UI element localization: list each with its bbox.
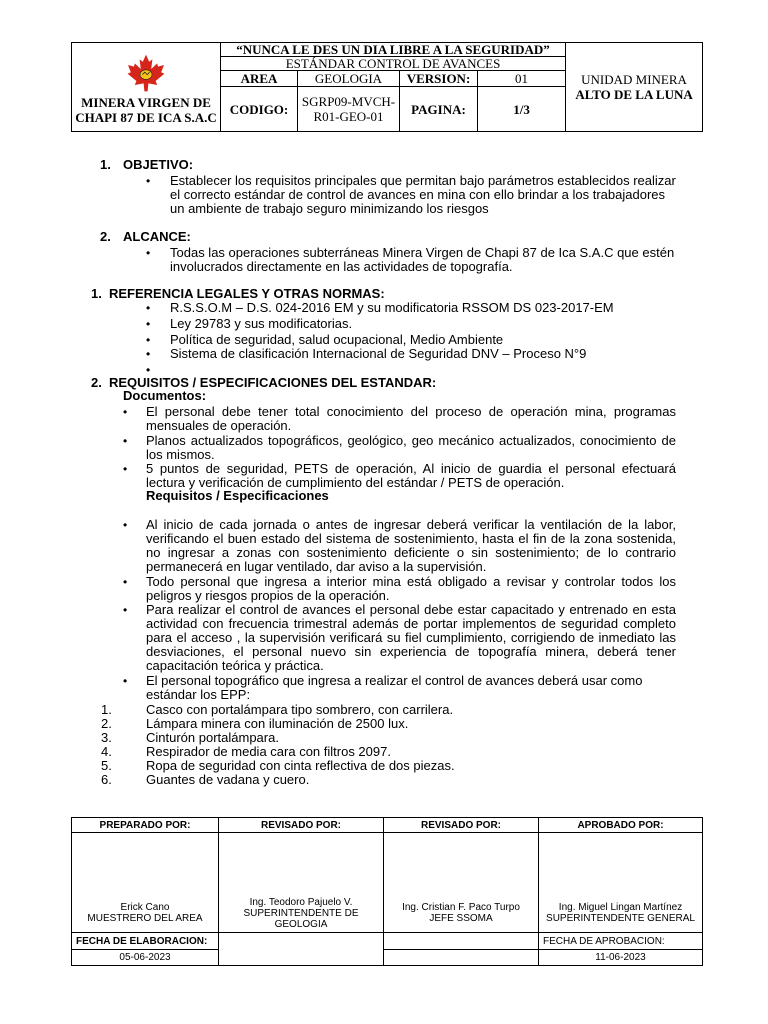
epp-number: 5. <box>101 758 112 773</box>
especificacion-item: Todo personal que ingresa a interior mina está obligado a revisar y controlar todos los peligros y riesgos propios de la operación. <box>146 574 676 603</box>
epp-item: Respirador de media cara con filtros 2097. <box>146 744 391 759</box>
doc-title: ESTÁNDAR CONTROL DE AVANCES <box>221 57 566 71</box>
bullet-icon: • <box>146 246 151 260</box>
document-header <box>71 42 703 132</box>
especificacion-item: El personal topográfico que ingresa a realizar el control de avances deberá usar como estándar los EPP: <box>146 673 643 702</box>
revisado1-role: SUPERINTENDENTE DE GEOLOGIA <box>243 908 359 930</box>
section-objetivo-title: OBJETIVO: <box>123 157 194 172</box>
revisado2-label: REVISADO POR: <box>384 818 539 833</box>
bullet-icon: • <box>146 174 151 188</box>
area-label: AREA <box>221 71 298 87</box>
epp-item: Guantes de vadana y cuero. <box>146 772 310 787</box>
aprobado-name: Ing. Miguel Lingan Martínez <box>558 902 683 913</box>
epp-number: 3. <box>101 730 112 745</box>
bullet-icon: • <box>123 575 128 589</box>
bullet-icon: • <box>123 462 128 476</box>
alcance-text: Todas las operaciones subterráneas Minera Virgen de Chapi 87 de Ica S.A.C que estén involucrados directamente en las actividades de topografía. <box>170 245 675 274</box>
section-alcance-title: ALCANCE: <box>123 229 191 244</box>
codigo-value: SGRP09-MVCH-R01-GEO-01 <box>298 87 400 132</box>
bullet-icon: • <box>146 301 151 315</box>
bullet-icon: • <box>123 518 128 532</box>
preparado-role: MUESTRERO DEL AREA <box>87 913 203 924</box>
revisado2-signature <box>384 833 539 933</box>
section-objetivo-number: 1. <box>100 157 111 172</box>
documentos-heading: Documentos: <box>123 388 207 403</box>
empty-cell <box>219 933 384 966</box>
preparado-name: Erick Cano <box>120 902 170 913</box>
bullet-icon: • <box>123 434 128 448</box>
signature-table <box>71 817 703 966</box>
epp-number: 2. <box>101 716 112 731</box>
aprobado-signature <box>539 833 703 933</box>
aprobado-role: SUPERINTENDENTE GENERAL <box>546 913 695 924</box>
epp-number: 1. <box>101 702 112 717</box>
documentos-item: 5 puntos de seguridad, PETS de operación, Al inicio de guardia el personal efectuará lectura y verificación de cumplimiento del estándar / PETS de operación. <box>146 461 676 490</box>
revisado1-label: REVISADO POR: <box>219 818 384 833</box>
pagina-value: 1/3 <box>478 87 566 132</box>
fecha-aprobacion-value: 11-06-2023 <box>539 950 703 966</box>
unit-cell <box>566 43 703 132</box>
especificaciones-heading: Requisitos / Especificaciones <box>146 488 329 503</box>
codigo-label: CODIGO: <box>221 87 298 132</box>
area-value: GEOLOGIA <box>298 71 400 87</box>
especificacion-item: Al inicio de cada jornada o antes de ingresar deberá verificar la ventilación de la labor, verificando el buen estado del sistema de sostenimiento, hasta el fin de la zona sostenida, no ingresar a zonas con sostenimiento deficiente o sin sostenimiento; de lo contrario permanecerá en lugar ventilado, dar aviso a la supervisión. <box>146 517 676 574</box>
aprobado-label: APROBADO POR: <box>539 818 703 833</box>
empty-cell <box>384 933 539 950</box>
documentos-item: Planos actualizados topográficos, geológico, geo mecánico actualizados, conocimiento de los mismos. <box>146 433 676 462</box>
documentos-item: El personal debe tener total conocimiento del proceso de operación mina, programas mensuales de operación. <box>146 404 676 433</box>
revisado2-role: JEFE SSOMA <box>429 913 493 924</box>
preparado-label: PREPARADO POR: <box>72 818 219 833</box>
section-alcance-number: 2. <box>100 229 111 244</box>
epp-item: Ropa de seguridad con cinta reflectiva de dos piezas. <box>146 758 455 773</box>
especificacion-item: Para realizar el control de avances el personal debe estar capacitado y entrenado en esta actividad con frecuencia trimestral además de portar implementos de seguridad completo para el acceso , la supervisión verificará su fiel cumplimiento, corrigiendo de inmediato las desviaciones, el personal nuevo sin experiencia de topografía minera, deberá tener capacitación teórica y práctica. <box>146 602 676 673</box>
bullet-icon: • <box>146 363 151 377</box>
objetivo-text: Establecer los requisitos principales que permitan bajo parámetros establecidos realizar el correcto estándar de control de avances en mina con ello brindar a los trabajadores un ambiente de trabajo seguro minimizando los riesgos <box>170 173 676 216</box>
epp-item: Casco con portalámpara tipo sombrero, con carrilera. <box>146 702 454 717</box>
revisado2-name: Ing. Cristian F. Paco Turpo <box>402 902 520 913</box>
referencia-item: Ley 29783 y sus modificatorias. <box>170 316 353 331</box>
revisado1-signature <box>219 833 384 933</box>
preparado-signature <box>72 833 219 933</box>
bullet-icon: • <box>123 603 128 617</box>
fecha-aprobacion-label: FECHA DE APROBACION: <box>539 933 703 950</box>
referencia-item: R.S.S.O.M – D.S. 024-2016 EM y su modificatoria RSSOM DS 023-2017-EM <box>170 300 614 315</box>
revisado1-name: Ing. Teodoro Pajuelo V. <box>249 897 353 908</box>
version-label: VERSION: <box>400 71 478 87</box>
version-value: 01 <box>478 71 566 87</box>
company-name: MINERA VIRGEN DE CHAPI 87 DE ICA S.A.C <box>75 95 217 125</box>
bullet-icon: • <box>146 333 151 347</box>
unit-name: ALTO DE LA LUNA <box>575 87 693 102</box>
section-requisitos-number: 2. <box>91 375 102 390</box>
maple-leaf-icon <box>126 53 166 93</box>
bullet-icon: • <box>146 347 151 361</box>
fecha-elaboracion-label: FECHA DE ELABORACION: <box>72 933 219 950</box>
section-referencias-title: REFERENCIA LEGALES Y OTRAS NORMAS: <box>109 286 385 301</box>
fecha-elaboracion-value: 05-06-2023 <box>72 950 219 966</box>
pagina-label: PAGINA: <box>400 87 478 132</box>
referencia-item: Sistema de clasificación Internacional de Seguridad DNV – Proceso N°9 <box>170 346 587 361</box>
epp-item: Cinturón portalámpara. <box>146 730 279 745</box>
bullet-icon: • <box>123 674 128 688</box>
epp-item: Lámpara minera con iluminación de 2500 lux. <box>146 716 409 731</box>
bullet-icon: • <box>146 317 151 331</box>
epp-number: 6. <box>101 772 112 787</box>
unit-label: UNIDAD MINERA <box>581 72 687 87</box>
epp-number: 4. <box>101 744 112 759</box>
company-cell <box>72 43 221 132</box>
empty-cell <box>384 950 539 966</box>
section-requisitos-title: REQUISITOS / ESPECIFICACIONES DEL ESTANDAR: <box>109 375 437 390</box>
bullet-icon: • <box>123 405 128 419</box>
slogan: “NUNCA LE DES UN DIA LIBRE A LA SEGURIDAD” <box>221 43 566 57</box>
referencia-item: Política de seguridad, salud ocupacional, Medio Ambiente <box>170 332 504 347</box>
section-referencias-number: 1. <box>91 286 102 301</box>
